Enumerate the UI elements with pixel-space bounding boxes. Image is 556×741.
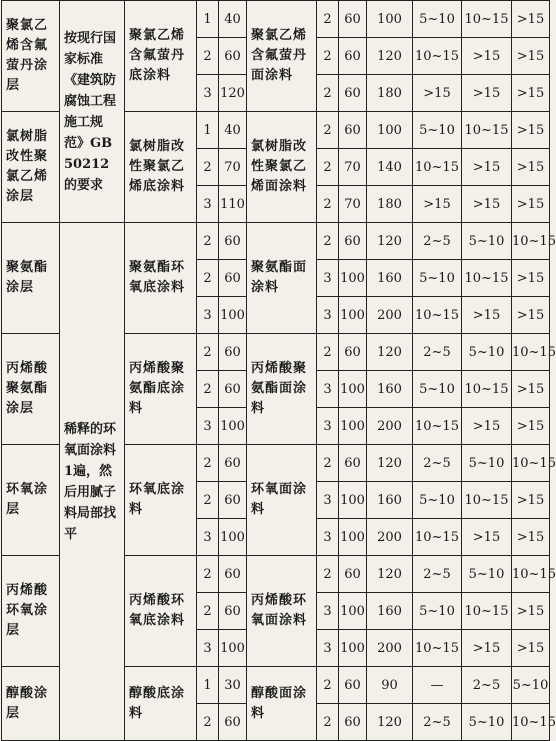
table-cell: >15: [462, 297, 512, 334]
table-cell: 2: [197, 445, 219, 482]
table-cell: 10~15: [413, 630, 462, 667]
topcoat-cell: 丙烯酸环氧面涂料: [247, 556, 317, 667]
table-cell: 200: [367, 297, 413, 334]
table-cell: 2: [317, 75, 339, 112]
table-cell: 2: [317, 667, 339, 704]
table-cell: 2~5: [413, 556, 462, 593]
table-cell: 60: [219, 445, 247, 482]
topcoat-cell: 聚氨酯面涂料: [247, 223, 317, 334]
table-cell: 2: [197, 149, 219, 186]
table-cell: 60: [219, 704, 247, 741]
table-cell: 3: [197, 519, 219, 556]
table-cell: 60: [219, 593, 247, 630]
table-cell: >15: [462, 75, 512, 112]
table-cell: >15: [512, 260, 550, 297]
table-cell: 30: [219, 667, 247, 704]
table-cell: 2: [317, 704, 339, 741]
table-cell: 100: [339, 297, 367, 334]
table-cell: 90: [367, 667, 413, 704]
table-cell: >15: [462, 519, 512, 556]
table-cell: >15: [512, 149, 550, 186]
table-cell: 10~15: [462, 112, 512, 149]
table-cell: 3: [197, 408, 219, 445]
table-cell: 10~15: [413, 38, 462, 75]
table-cell: 5~10: [462, 704, 512, 741]
table-cell: 60: [339, 1, 367, 38]
table-cell: 2: [197, 260, 219, 297]
coating-type-cell: 聚氯乙烯含氟萤丹涂层: [2, 1, 60, 112]
table-cell: 100: [219, 297, 247, 334]
table-cell: 2: [317, 556, 339, 593]
table-cell: 60: [219, 223, 247, 260]
table-cell: >15: [462, 149, 512, 186]
primer-cell: 丙烯酸环氧底涂料: [125, 556, 197, 667]
table-cell: 100: [219, 630, 247, 667]
table-cell: 10~15: [413, 149, 462, 186]
table-cell: 140: [367, 149, 413, 186]
table-cell: 160: [367, 260, 413, 297]
table-cell: 2: [197, 371, 219, 408]
coating-type-cell: 氯树脂改性聚氯乙烯涂层: [2, 112, 60, 223]
table-cell: 2~5: [413, 223, 462, 260]
table-cell: 200: [367, 408, 413, 445]
table-cell: 3: [317, 519, 339, 556]
coating-type-cell: 丙烯酸聚氨酯涂层: [2, 334, 60, 445]
table-cell: 2: [197, 334, 219, 371]
table-cell: 120: [367, 223, 413, 260]
table-cell: 10~15: [512, 334, 550, 371]
coating-specification-table: [1, 0, 556, 741]
table-cell: >15: [413, 186, 462, 223]
table-cell: >15: [512, 112, 550, 149]
table-cell: >15: [462, 38, 512, 75]
surface-treatment-cell: 稀释的环氧面涂料1遍，然后用腻子料局部找平: [60, 223, 125, 741]
table-cell: >15: [512, 186, 550, 223]
topcoat-cell: 氯树脂改性聚氯乙烯面涂料: [247, 112, 317, 223]
table-cell: 2~5: [413, 445, 462, 482]
primer-cell: 氯树脂改性聚氯乙烯底涂料: [125, 112, 197, 223]
table-cell: 100: [339, 630, 367, 667]
table-cell: 10~15: [512, 445, 550, 482]
table-cell: 60: [219, 334, 247, 371]
table-cell: 200: [367, 519, 413, 556]
table-cell: 100: [339, 482, 367, 519]
table-cell: 60: [219, 482, 247, 519]
table-cell: 60: [339, 223, 367, 260]
table-cell: 60: [339, 75, 367, 112]
primer-cell: 聚氨酯环氧底涂料: [125, 223, 197, 334]
table-cell: 2: [197, 593, 219, 630]
table-cell: 5~10: [462, 556, 512, 593]
topcoat-cell: 环氧面涂料: [247, 445, 317, 556]
coating-type-cell: 聚氨酯涂层: [2, 223, 60, 334]
primer-cell: 聚氯乙烯含氟萤丹底涂料: [125, 1, 197, 112]
table-cell: 10~15: [462, 1, 512, 38]
table-cell: 10~15: [462, 593, 512, 630]
table-cell: 120: [219, 75, 247, 112]
table-cell: 60: [339, 334, 367, 371]
table-cell: 120: [367, 556, 413, 593]
table-cell: 60: [219, 260, 247, 297]
table-cell: 5~10: [512, 667, 550, 704]
table-cell: 3: [197, 297, 219, 334]
table-cell: 60: [339, 445, 367, 482]
table-cell: 3: [197, 630, 219, 667]
table-cell: 2: [317, 186, 339, 223]
table-cell: 100: [339, 408, 367, 445]
table-cell: 2: [197, 704, 219, 741]
primer-cell: 环氧底涂料: [125, 445, 197, 556]
table-cell: 10~15: [413, 408, 462, 445]
table-cell: 2: [317, 223, 339, 260]
table-cell: —: [413, 667, 462, 704]
table-cell: 60: [219, 371, 247, 408]
table-cell: 5~10: [413, 593, 462, 630]
table-cell: 3: [317, 593, 339, 630]
table-cell: 5~10: [413, 1, 462, 38]
table-cell: 100: [367, 112, 413, 149]
table-cell: >15: [512, 519, 550, 556]
table-cell: 100: [339, 260, 367, 297]
table-cell: 120: [367, 334, 413, 371]
table-cell: >15: [512, 75, 550, 112]
table-cell: 60: [339, 667, 367, 704]
table-cell: 100: [339, 371, 367, 408]
table-cell: 10~15: [413, 297, 462, 334]
table-cell: >15: [413, 75, 462, 112]
table-cell: 3: [197, 75, 219, 112]
table-cell: 200: [367, 630, 413, 667]
table-cell: 60: [219, 38, 247, 75]
table-cell: 60: [339, 112, 367, 149]
topcoat-cell: 醇酸面涂料: [247, 667, 317, 741]
table-cell: 5~10: [413, 482, 462, 519]
table-cell: 2: [317, 334, 339, 371]
table-cell: 3: [317, 408, 339, 445]
table-cell: >15: [512, 297, 550, 334]
table-cell: >15: [512, 593, 550, 630]
table-cell: 2: [197, 223, 219, 260]
table-cell: 10~15: [462, 371, 512, 408]
table-cell: 10~15: [512, 556, 550, 593]
table-cell: >15: [462, 186, 512, 223]
table-cell: 70: [339, 186, 367, 223]
table-cell: 5~10: [413, 371, 462, 408]
table-cell: >15: [512, 1, 550, 38]
table-cell: 2: [317, 149, 339, 186]
table-cell: >15: [512, 408, 550, 445]
coating-type-cell: 醇酸涂层: [2, 667, 60, 741]
table-cell: 5~10: [462, 223, 512, 260]
table-cell: 100: [219, 408, 247, 445]
table-cell: 70: [339, 149, 367, 186]
table-cell: 10~15: [462, 482, 512, 519]
table-cell: 2: [197, 482, 219, 519]
table-cell: 2~5: [413, 334, 462, 371]
table-cell: 2~5: [462, 667, 512, 704]
table-row: [2, 223, 550, 260]
primer-cell: 醇酸底涂料: [125, 667, 197, 741]
table-cell: >15: [512, 38, 550, 75]
table-cell: 100: [339, 519, 367, 556]
table-cell: 60: [219, 556, 247, 593]
coating-type-cell: 丙烯酸环氧涂层: [2, 556, 60, 667]
table-cell: 2: [317, 38, 339, 75]
table-cell: 40: [219, 1, 247, 38]
topcoat-cell: 聚氯乙烯含氟萤丹面涂料: [247, 1, 317, 112]
topcoat-cell: 丙烯酸聚氨酯面涂料: [247, 334, 317, 445]
table-cell: 60: [339, 704, 367, 741]
table-cell: 120: [367, 38, 413, 75]
table-cell: 40: [219, 112, 247, 149]
table-cell: 100: [219, 519, 247, 556]
table-cell: 100: [339, 593, 367, 630]
table-cell: 3: [317, 297, 339, 334]
table-cell: >15: [512, 371, 550, 408]
table-cell: 10~15: [512, 704, 550, 741]
table-cell: 180: [367, 75, 413, 112]
table-cell: 2: [317, 1, 339, 38]
table-cell: 160: [367, 371, 413, 408]
table-cell: 2~5: [413, 704, 462, 741]
table-cell: 2: [317, 445, 339, 482]
table-cell: 1: [197, 667, 219, 704]
table-cell: 120: [367, 445, 413, 482]
coating-type-cell: 环氧涂层: [2, 445, 60, 556]
table-cell: 10~15: [462, 260, 512, 297]
table-cell: >15: [512, 630, 550, 667]
table-cell: 10~15: [413, 519, 462, 556]
table-cell: 160: [367, 482, 413, 519]
table-cell: 5~10: [462, 445, 512, 482]
table-cell: 1: [197, 112, 219, 149]
table-cell: 1: [197, 1, 219, 38]
table-cell: 2: [197, 38, 219, 75]
table-cell: >15: [462, 408, 512, 445]
table-cell: 3: [317, 371, 339, 408]
table-cell: 10~15: [512, 223, 550, 260]
table-cell: 3: [317, 630, 339, 667]
table-cell: 100: [367, 1, 413, 38]
table-cell: >15: [512, 482, 550, 519]
table-cell: 3: [317, 482, 339, 519]
table-cell: 3: [317, 260, 339, 297]
surface-treatment-cell: 按现行国家标准《建筑防腐蚀工程施工规范》GB 50212的要求: [60, 1, 125, 223]
table-cell: >15: [462, 630, 512, 667]
table-cell: 60: [339, 556, 367, 593]
table-cell: 60: [339, 38, 367, 75]
table-cell: 70: [219, 149, 247, 186]
table-row: [2, 1, 550, 38]
table-cell: 110: [219, 186, 247, 223]
table-cell: 120: [367, 704, 413, 741]
table-cell: 160: [367, 593, 413, 630]
table-cell: 180: [367, 186, 413, 223]
table-cell: 2: [317, 112, 339, 149]
table-cell: 2: [197, 556, 219, 593]
table-cell: 5~10: [413, 260, 462, 297]
table-cell: 5~10: [413, 112, 462, 149]
table-cell: 3: [197, 186, 219, 223]
table-cell: 5~10: [462, 334, 512, 371]
primer-cell: 丙烯酸聚氨酯底涂料: [125, 334, 197, 445]
